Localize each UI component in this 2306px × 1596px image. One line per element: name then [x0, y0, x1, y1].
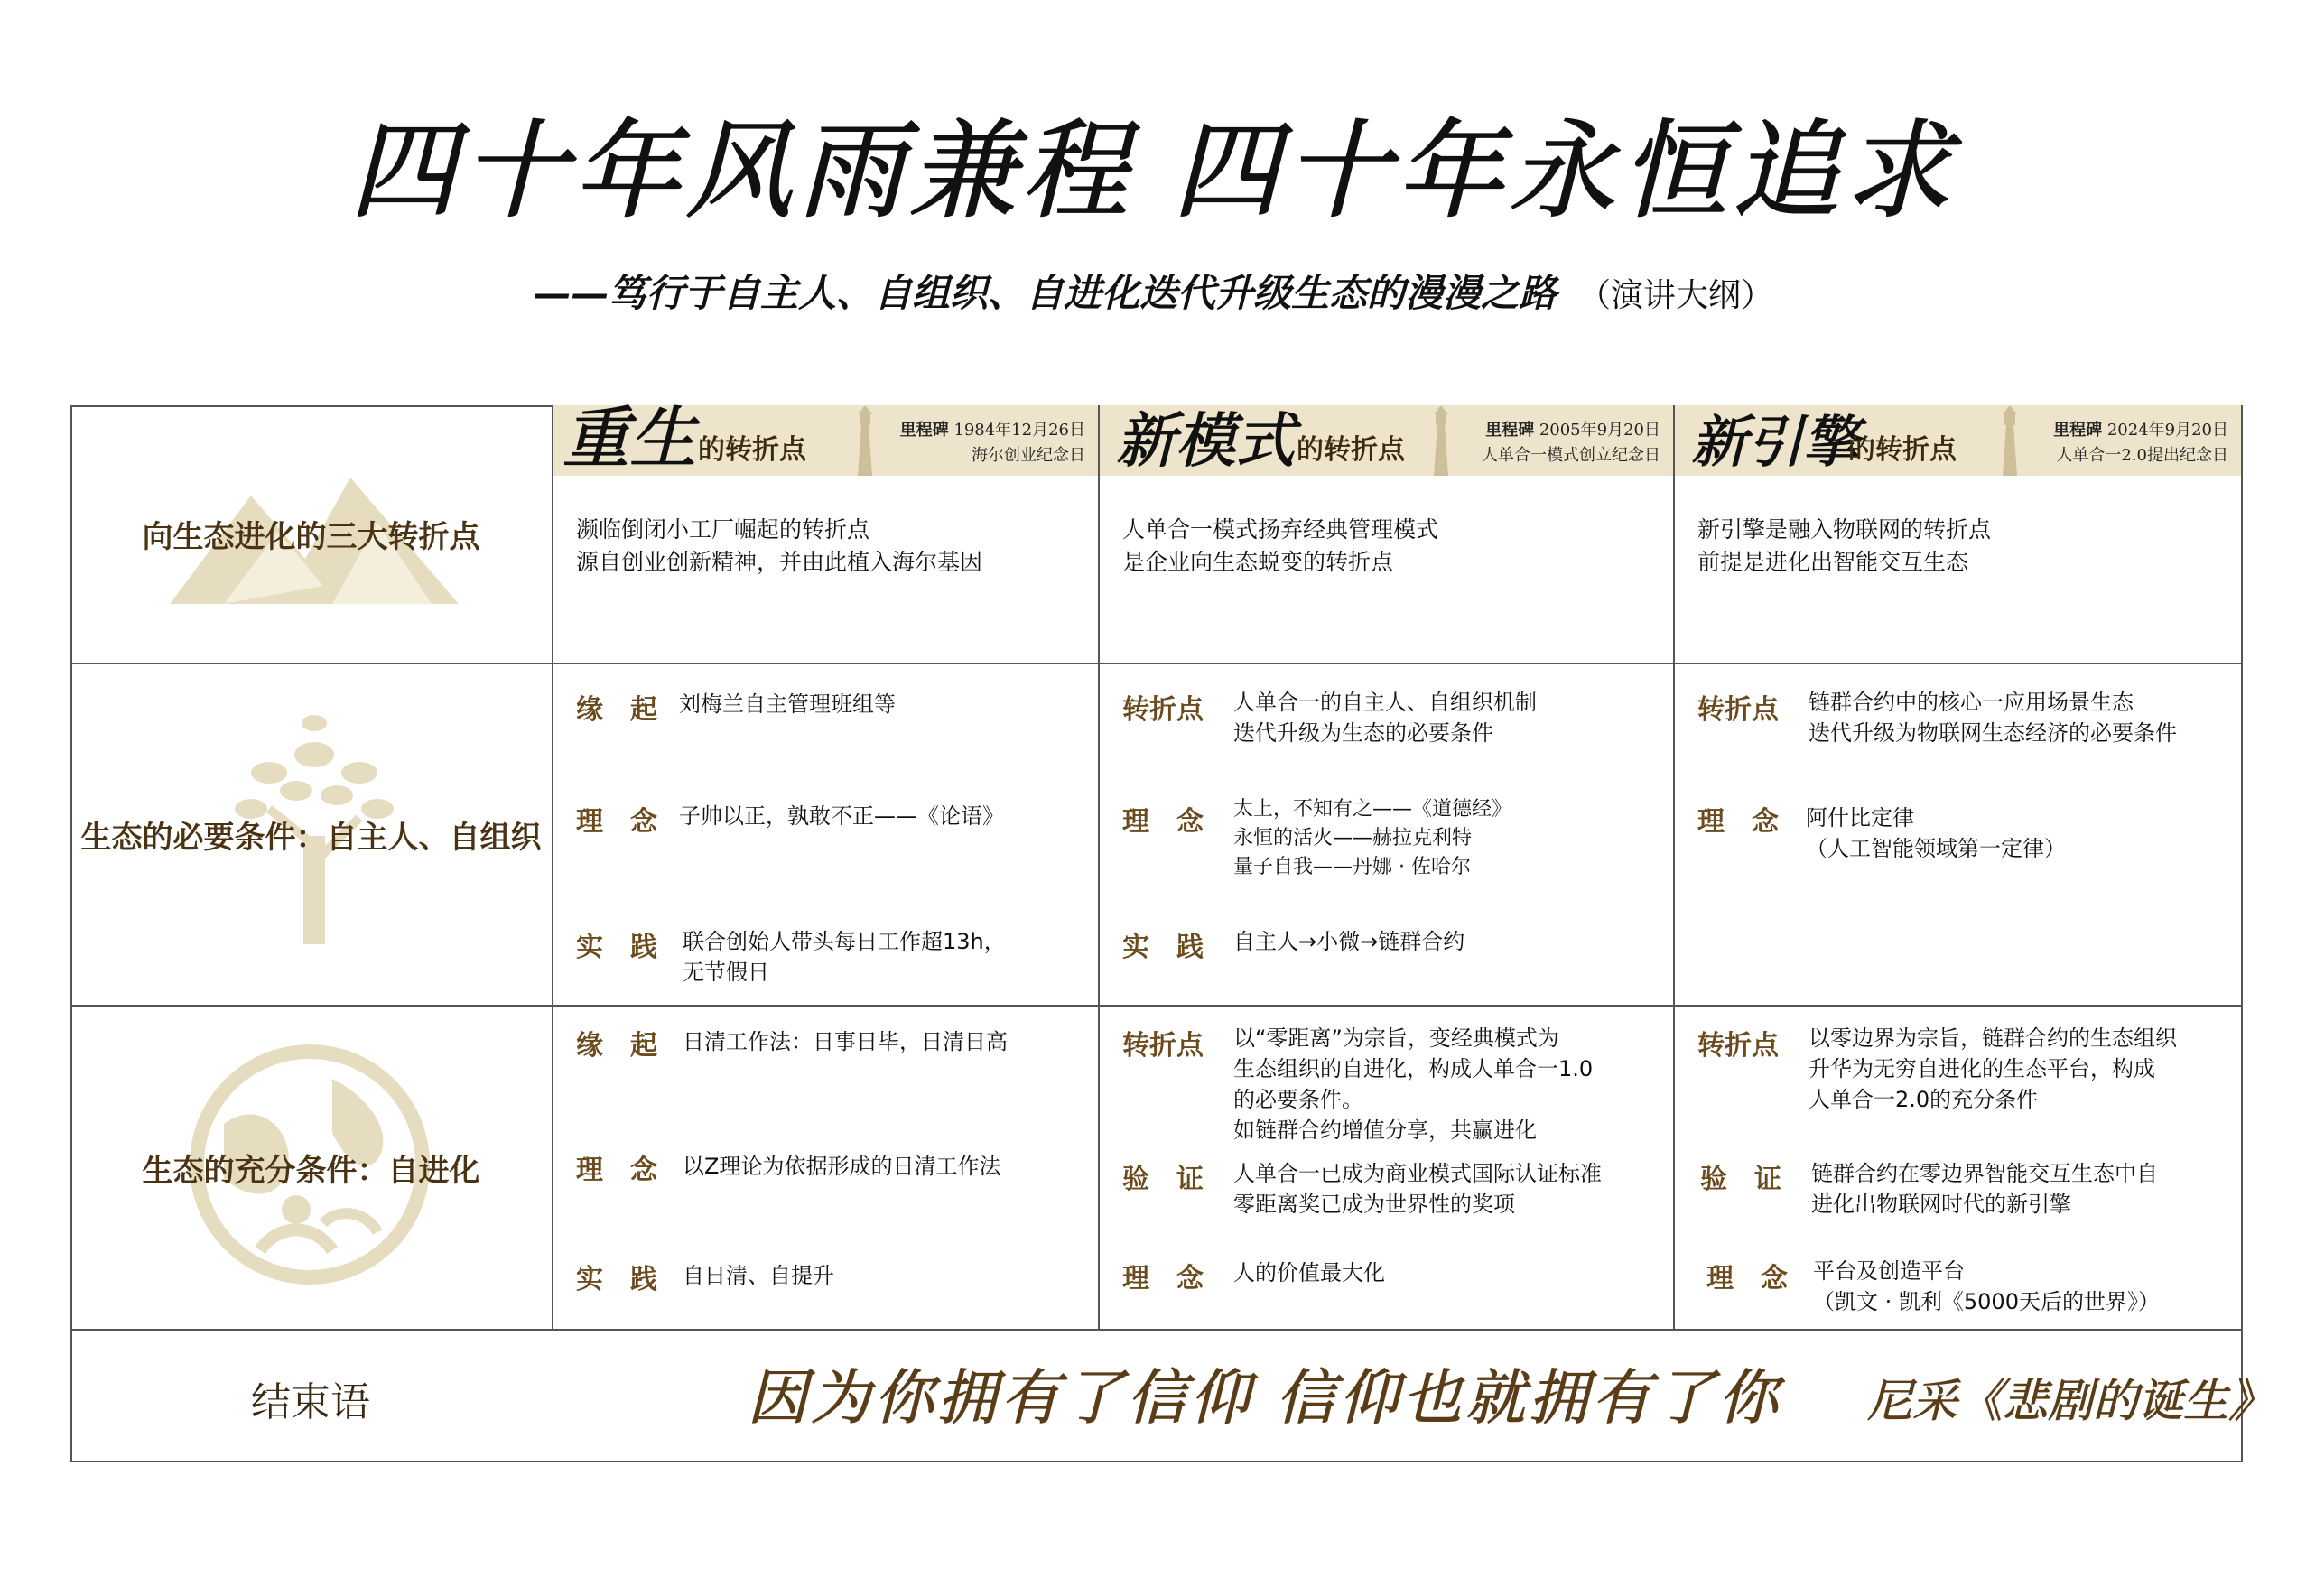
subtitle-text: ——笃行于自主人、自组织、自进化迭代升级生态的漫漫之路 — [532, 271, 1557, 315]
row-label-turning-points: 向生态进化的三大转折点 — [70, 405, 552, 663]
row2-col3-concept: 阿什比定律 （人工智能领域第一定律） — [1806, 805, 2066, 861]
column-header-2 — [1100, 405, 1673, 476]
row3-col1-origin: 日清工作法：日事日毕，日清日高 — [683, 1029, 1008, 1054]
keyword-turning-point: 转折点 — [1122, 694, 1204, 726]
keyword-turning-point: 转折点 — [1122, 1030, 1204, 1062]
outline-table — [70, 400, 2273, 1462]
row3-col2-verification: 人单合一已成为商业模式国际认证标准 零距离奖已成为世界性的奖项 — [1233, 1161, 1602, 1217]
header-calligraphy-1: 重生 — [563, 400, 696, 478]
keyword-practice: 实 践 — [576, 932, 657, 963]
row3-col3-verification: 链群合约在零边界智能交互生态中自 进化出物联网时代的新引擎 — [1811, 1161, 2158, 1217]
closing-quote-text: 因为你拥有了信仰 信仰也就拥有了你 — [748, 1363, 1781, 1433]
keyword-origin: 缘 起 — [576, 1030, 657, 1062]
keyword-concept: 理 念 — [576, 806, 657, 838]
row3-col3-turning: 以零边界为宗旨，链群合约的生态组织 升华为无穷自进化的生态平台，构成 人单合一2.0的充分条件 — [1809, 1025, 2177, 1112]
keyword-verification: 验 证 — [1700, 1164, 1781, 1195]
row2-col3-turning: 链群合约中的核心一应用场景生态 迭代升级为物联网生态经济的必要条件 — [1809, 690, 2177, 746]
column-header-3 — [1675, 405, 2241, 476]
row3-col1-practice: 自日清、自提升 — [683, 1263, 834, 1288]
keyword-concept: 理 念 — [1706, 1263, 1788, 1294]
row2-col2-turning: 人单合一的自主人、自组织机制 迭代升级为生态的必要条件 — [1233, 690, 1537, 746]
row3-col3-concept: 平台及创造平台 （凯文 · 凯利《5000天后的世界》） — [1813, 1258, 2160, 1314]
header-suffix-3: 的转折点 — [1848, 434, 1957, 466]
row3-col2-turning: 以“零距离”为宗旨，变经典模式为 生态组织的自进化，构成人单合一1.0 的必要条件。 如链群合约增值分享，共赢进化 — [1233, 1025, 1594, 1143]
keyword-practice: 实 践 — [576, 1264, 657, 1295]
header-milestone-2: 里程碑 2005年9月20日 人单合一模式创立纪念日 — [1482, 421, 1660, 465]
page-subtitle — [0, 264, 2306, 318]
row1-col3-text: 新引擎是融入物联网的转折点 前提是进化出智能交互生态 — [1697, 516, 1992, 575]
row2-col1-concept: 子帅以正，孰敢不正——《论语》 — [679, 803, 1004, 829]
row-label-necessary-conditions: 生态的必要条件：自主人、自组织 — [70, 664, 552, 1005]
keyword-concept: 理 念 — [576, 1155, 657, 1186]
subtitle-note: （演讲大纲） — [1578, 277, 1774, 314]
closing-quote — [739, 1335, 2273, 1461]
keyword-practice: 实 践 — [1122, 932, 1204, 963]
row2-col2-practice: 自主人→小微→链群合约 — [1233, 929, 1465, 954]
keyword-verification: 验 证 — [1122, 1164, 1204, 1195]
keyword-concept: 理 念 — [1697, 806, 1779, 838]
header-calligraphy-2: 新模式 — [1116, 406, 1295, 476]
keyword-turning-point: 转折点 — [1697, 1030, 1779, 1062]
title-calligraphy — [0, 54, 2306, 289]
page-title: 四十年风雨兼程 四十年永恒追求 — [349, 108, 1957, 233]
keyword-turning-point: 转折点 — [1697, 694, 1779, 726]
header-milestone-3: 里程碑 2024年9月20日 人单合一2.0提出纪念日 — [2053, 421, 2228, 465]
row1-col1-text: 濒临倒闭小工厂崛起的转折点 源自创业创新精神，并由此植入海尔基因 — [576, 516, 983, 575]
row2-col1-practice: 联合创始人带头每日工作超13h， 无节假日 — [683, 929, 1006, 985]
keyword-concept: 理 念 — [1122, 806, 1204, 838]
header-calligraphy-3: 新引擎 — [1691, 409, 1860, 475]
row1-col2-text: 人单合一模式扬弃经典管理模式 是企业向生态蜕变的转折点 — [1122, 516, 1439, 575]
keyword-concept: 理 念 — [1122, 1263, 1204, 1294]
row3-col1-concept: 以Z理论为依据形成的日清工作法 — [683, 1154, 1001, 1179]
closing-source: 尼采《悲剧的诞生》 — [1867, 1375, 2273, 1427]
keyword-origin: 缘 起 — [576, 694, 657, 726]
closing-label: 结束语 — [251, 1379, 370, 1425]
row-label-sufficient-conditions: 生态的充分条件：自进化 — [70, 1007, 552, 1329]
header-suffix-2: 的转折点 — [1297, 434, 1405, 466]
header-milestone-1: 里程碑 1984年12月26日 海尔创业纪念日 — [899, 421, 1085, 465]
row3-col2-concept: 人的价值最大化 — [1233, 1260, 1385, 1285]
row2-col2-concept: 太上，不知有之——《道德经》 永恒的活火——赫拉克利特 量子自我——丹娜 · 佐哈尔 — [1233, 798, 1512, 878]
header-suffix-1: 的转折点 — [698, 434, 806, 466]
column-header-1 — [553, 400, 1098, 478]
row2-col1-origin: 刘梅兰自主管理班组等 — [679, 691, 896, 717]
